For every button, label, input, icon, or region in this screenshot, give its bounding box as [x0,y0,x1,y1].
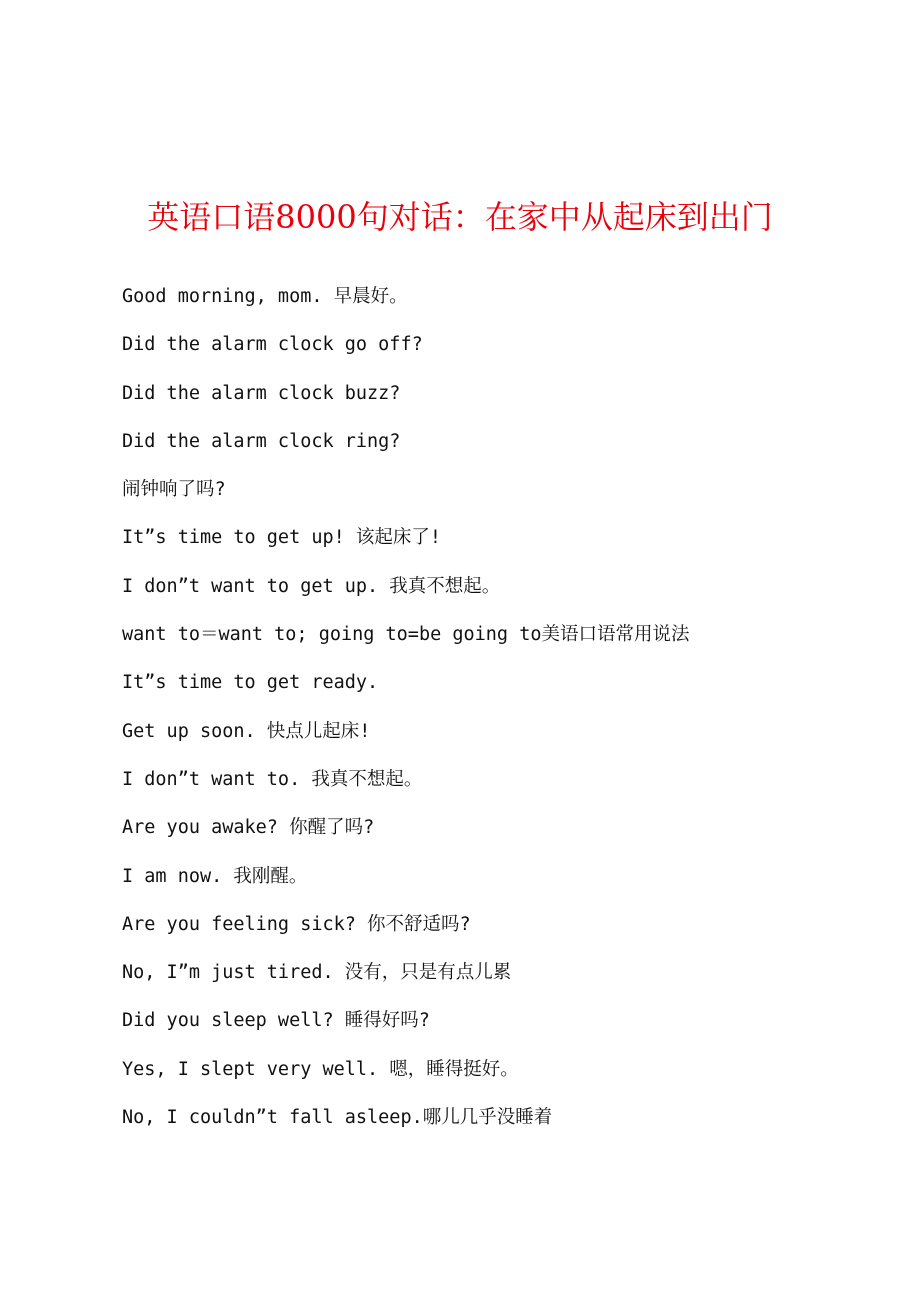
dialogue-line: Did the alarm clock ring? [122,430,401,452]
dialogue-line: 闹钟响了吗? [122,479,226,501]
dialogue-line: Did you sleep well? 睡得好吗? [122,1010,430,1032]
dialogue-lines [122,281,902,1150]
dialogue-line: It”s time to get ready. [122,672,379,694]
dialogue-line: Did the alarm clock buzz? [122,382,401,404]
dialogue-line: Good morning, mom. 早晨好。 [122,286,408,307]
dialogue-line: I don”t want to get up. 我真不想起。 [122,575,501,597]
dialogue-line: Are you awake? 你醒了吗? [122,817,375,839]
dialogue-line: want to＝want to; going to=be going to美语口语常用说法 [122,624,690,646]
document-title: 英语口语8000句对话：在家中从起床到出门 [147,198,773,236]
dialogue-line: No, I”m just tired. 没有，只是有点儿累 [122,962,512,984]
dialogue-line: I don”t want to. 我真不想起。 [122,768,423,790]
dialogue-line: It”s time to get up! 该起床了! [122,527,442,549]
dialogue-line: No, I couldn”t fall asleep.哪儿几乎没睡着 [122,1107,553,1129]
dialogue-line: Yes, I slept very well. 嗯，睡得挺好。 [122,1058,519,1080]
dialogue-line: Get up soon. 快点儿起床! [122,720,371,742]
dialogue-line: Did the alarm clock go off? [122,334,423,356]
dialogue-line: Are you feeling sick? 你不舒适吗? [122,913,471,935]
dialogue-line: I am now. 我刚醒。 [122,865,308,887]
